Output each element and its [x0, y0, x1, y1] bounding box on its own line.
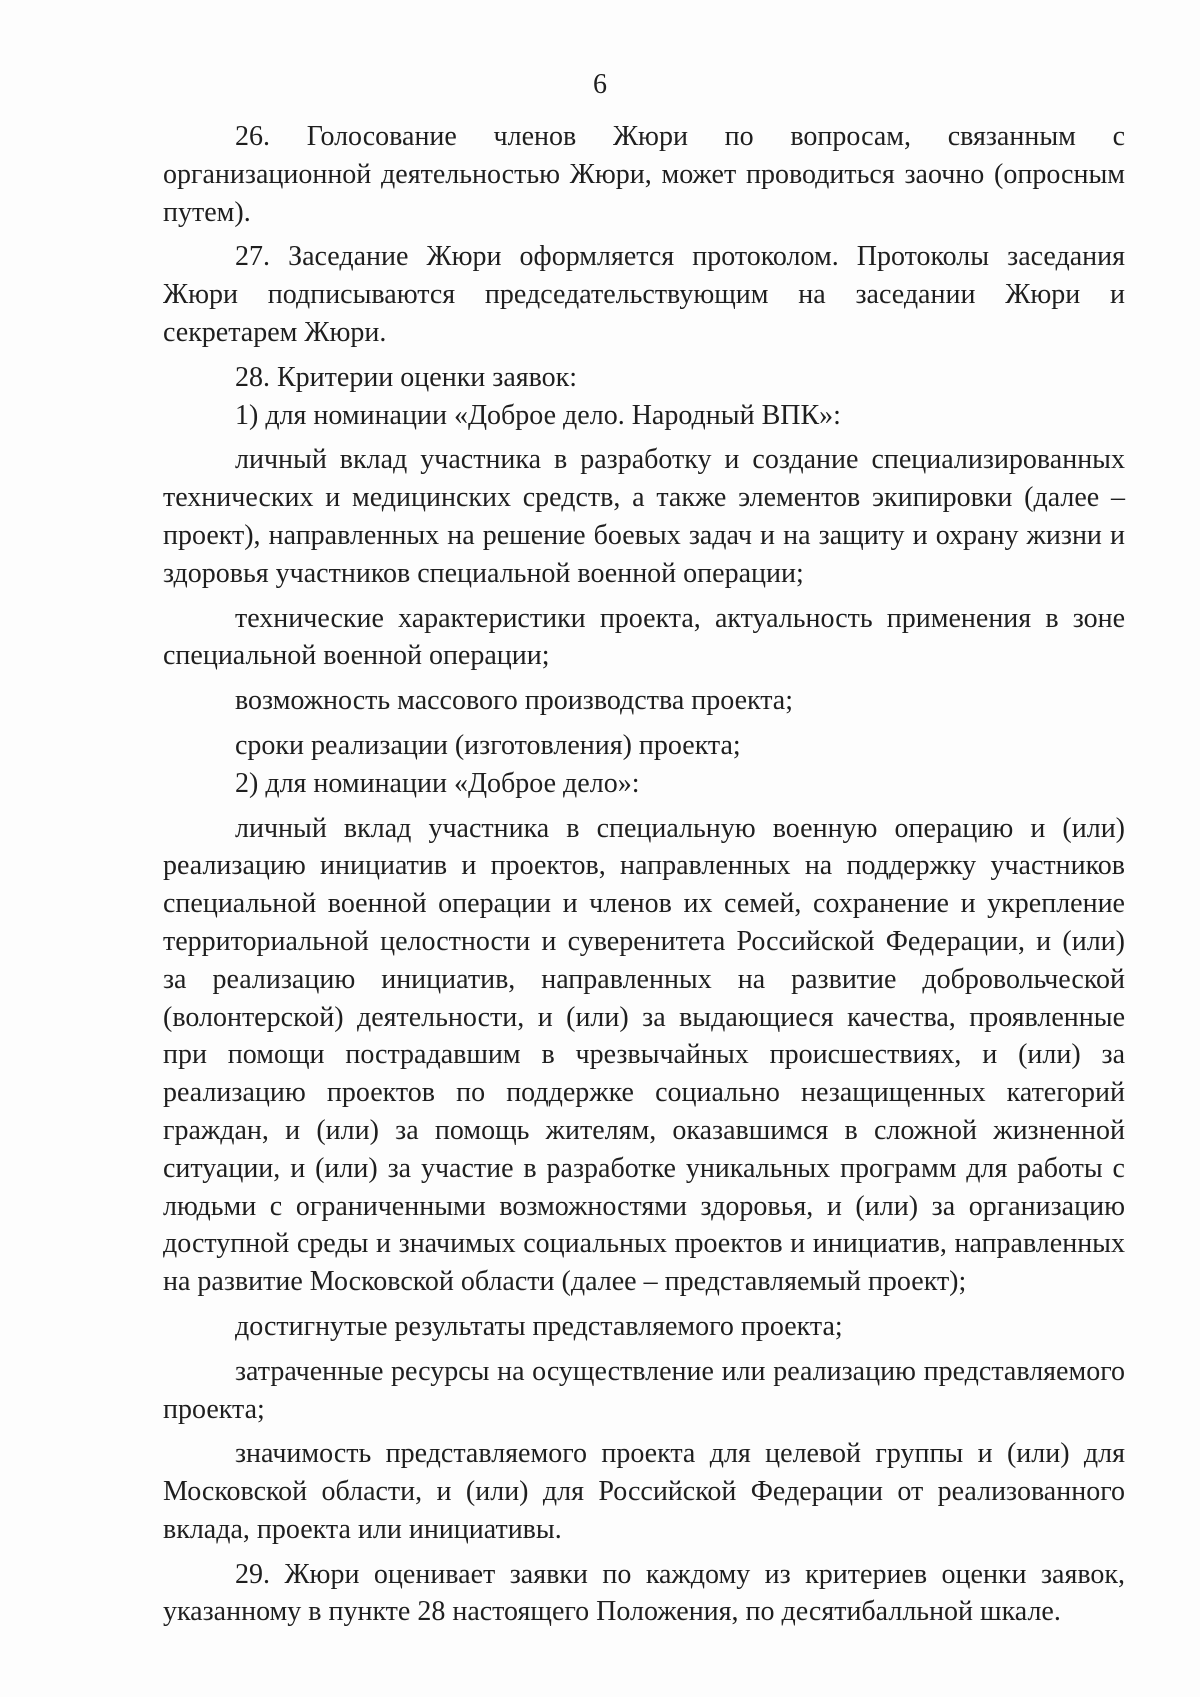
criterion-significance: значимость представляемого проекта для целевой группы и (или) для Московской области, и (или) для Российской Федерации от реализованного вклада, проекта или инициативы. [163, 1438, 1125, 1545]
criterion-personal-contribution-good-deed: личный вклад участника в специальную военную операцию и (или) реализацию инициатив и проектов, направленных на поддержку участников специальной военной операции и членов их семей, сохранение и укрепление территориальной целостности и суверенитета Российской Федерации, и (или) за реализацию инициатив, направленных на развитие добровольческой (волонтерской) деятельности, и (или) за выдающиеся качества, проявленные при помощи пострадавшим в чрезвычайных происшествиях, и (или) за реализацию проектов по поддержке социально незащищенных категорий граждан, и (или) за помощь жителям, оказавшимся в сложной жизненной ситуации, и (или) за участие в разработке уникальных программ для работы с людьми с ограниченными возможностями здоровья, и (или) за организацию доступной среды и значимых социальных проектов и инициатив, направленных на развитие Московской области (далее – представляемый проект); [163, 812, 1125, 1298]
criterion-personal-contribution-vpk: личный вклад участника в разработку и создание специализированных технических и медицинских средств, а также элементов экипировки (далее – проект), направленных на решение боевых задач и на защиту и охрану жизни и здоровья участников специальной военной операции; [163, 444, 1125, 589]
criterion-technical-characteristics: технические характеристики проекта, актуальность применения в зоне специальной военной операции; [163, 602, 1125, 672]
document-body [163, 118, 1125, 1631]
paragraph-29: 29. Жюри оценивает заявки по каждому из критериев оценки заявок, указанному в пункте 28 настоящего Положения, по десятибалльной шкале. [163, 1558, 1125, 1628]
subitem-1-heading: 1) для номинации «Доброе дело. Народный ВПК»: [235, 399, 841, 431]
paragraph-27: 27. Заседание Жюри оформляется протоколом. Протоколы заседания Жюри подписываются председательствующим на заседании Жюри и секретарем Жюри. [163, 241, 1125, 348]
page-number: 6 [593, 69, 607, 100]
paragraph-26: 26. Голосование членов Жюри по вопросам, связанным с организационной деятельностью Жюри, может проводиться заочно (опросным путем). [163, 121, 1125, 228]
criterion-mass-production: возможность массового производства проекта; [235, 685, 794, 717]
criterion-spent-resources: затраченные ресурсы на осуществление или реализацию представляемого проекта; [163, 1355, 1125, 1425]
subitem-2-heading: 2) для номинации «Доброе дело»: [235, 767, 640, 799]
criterion-implementation-terms: сроки реализации (изготовления) проекта; [235, 729, 741, 761]
criterion-achieved-results: достигнутые результаты представляемого проекта; [235, 1310, 843, 1342]
paragraph-28-heading: 28. Критерии оценки заявок: [235, 361, 578, 393]
